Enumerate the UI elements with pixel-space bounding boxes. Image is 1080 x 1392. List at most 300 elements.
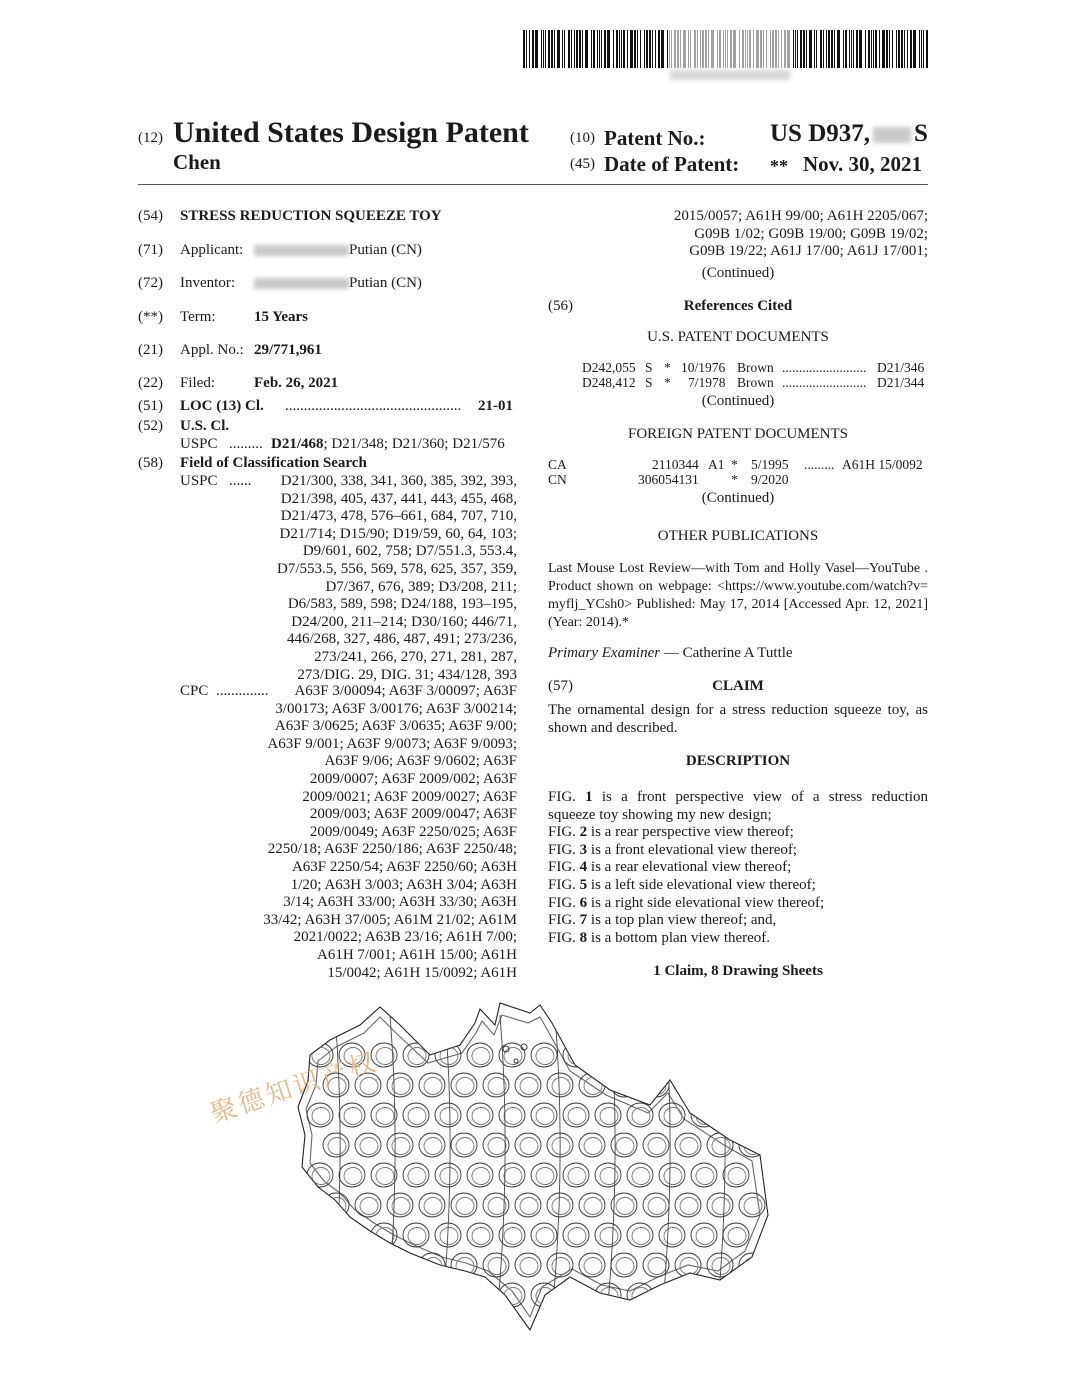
field-line: D9/601, 602, 758; D7/551.3, 553.4, xyxy=(302,543,517,560)
bubble-outer xyxy=(563,1163,589,1187)
barcode-bar xyxy=(926,30,928,68)
field-uspc-list xyxy=(200,473,517,684)
bubble-outer xyxy=(531,1103,557,1127)
barcode-bar xyxy=(834,30,835,68)
foreign-doc-dots: ......... xyxy=(804,457,835,472)
bubble-inner xyxy=(632,1228,650,1245)
barcode-bar xyxy=(727,30,728,68)
loc-value: 21-01 xyxy=(478,398,513,414)
cpc-line: A63F 3/0625; A63F 3/0635; A63F 9/00; xyxy=(274,718,517,735)
cpc-line: A63F 9/001; A63F 9/0073; A63F 9/0093; xyxy=(267,735,517,752)
description-line: FIG. 3 is a front elevational view thereof; xyxy=(548,841,798,858)
barcode-bar xyxy=(749,30,751,68)
cpc-line: 2009/003; A63F 2009/0047; A63F xyxy=(309,806,517,823)
patent-number-blurred xyxy=(873,127,911,143)
bubble-inner xyxy=(712,1198,730,1215)
bubble-outer xyxy=(659,1223,685,1247)
barcode-bar xyxy=(719,30,721,68)
bubble-outer xyxy=(547,1253,573,1277)
bubble-outer xyxy=(419,1073,445,1097)
barcode-bar xyxy=(640,30,641,68)
term-value: 15 Years xyxy=(254,309,309,325)
field-line: D7/553.5, 556, 569, 578, 625, 357, 359, xyxy=(277,560,517,577)
barcode-bar xyxy=(889,30,890,68)
bubble-inner xyxy=(344,1288,362,1305)
cpc-line: 1/20; A63H 3/003; A63H 3/04; A63H xyxy=(290,876,517,893)
barcode-bar xyxy=(690,30,691,68)
other-pub-title: OTHER PUBLICATIONS xyxy=(657,528,819,544)
bubble-outer xyxy=(643,1073,669,1097)
bubble-outer xyxy=(739,1193,765,1217)
patent-title: STRESS REDUCTION SQUEEZE TOY xyxy=(180,208,442,224)
bubble-inner xyxy=(392,1258,410,1275)
bubble-inner xyxy=(408,1288,426,1305)
bubble-inner xyxy=(536,1228,554,1245)
cpc-label: CPC xyxy=(180,683,209,699)
bubble-outer xyxy=(707,1073,733,1097)
bubble-outer xyxy=(531,1223,557,1247)
bubble-inner xyxy=(712,1078,730,1095)
inventor-code: (72) xyxy=(138,275,163,291)
bubble-outer xyxy=(515,1193,541,1217)
uspc-dots: ......... xyxy=(229,436,263,452)
barcode-bar xyxy=(613,30,614,68)
bubble-outer xyxy=(643,1193,669,1217)
bubble-outer xyxy=(611,1073,637,1097)
applicant-code: (71) xyxy=(138,242,163,258)
cpc-line: A61H 7/001; A61H 15/00; A61H xyxy=(316,946,517,963)
bubble-outer xyxy=(435,1283,461,1307)
bubble-outer xyxy=(499,1283,525,1307)
bubble-outer xyxy=(339,1163,365,1187)
bubble-outer xyxy=(371,1163,397,1187)
barcode-bar xyxy=(837,30,840,68)
cpc-line: 3/14; A63H 33/00; A63H 33/30; A63H xyxy=(283,894,517,911)
bubble-inner xyxy=(584,1198,602,1215)
foreign-doc-number: 2110344 xyxy=(652,457,699,472)
bat-rib-line xyxy=(606,1015,615,1325)
bat-rib-line xyxy=(661,1015,670,1325)
description-list xyxy=(548,789,928,947)
bubble-outer xyxy=(611,1193,637,1217)
barcode-bar xyxy=(923,30,924,68)
barcode-bar xyxy=(529,30,530,68)
barcode-bar xyxy=(853,30,854,68)
bubble-inner xyxy=(312,1108,330,1125)
barcode-bar xyxy=(604,30,606,68)
bubble-outer xyxy=(547,1193,573,1217)
barcode-bar xyxy=(921,30,922,68)
bubble-inner xyxy=(472,1228,490,1245)
appl-value: 29/771,961 xyxy=(254,342,322,358)
field-line: 273/241, 266, 270, 271, 281, 287, xyxy=(314,648,517,665)
bubble-inner xyxy=(728,1288,746,1305)
barcode-bar xyxy=(644,30,645,68)
bubble-inner xyxy=(408,1048,426,1065)
bubble-outer xyxy=(419,1193,445,1217)
filed-code: (22) xyxy=(138,375,163,391)
bubble-outer xyxy=(499,1103,525,1127)
barcode-bar xyxy=(582,30,583,68)
barcode-bar xyxy=(787,30,790,68)
bubble-outer xyxy=(659,1163,685,1187)
barcode-bar xyxy=(655,30,656,68)
bubble-inner xyxy=(376,1288,394,1305)
barcode-bar xyxy=(601,30,602,68)
uspc-label: USPC xyxy=(180,436,218,452)
barcode-bar xyxy=(702,30,704,68)
field-line: 446/268, 327, 486, 487, 491; 273/236, xyxy=(286,631,517,648)
bubble-outer xyxy=(403,1103,429,1127)
bubble-outer xyxy=(723,1283,749,1307)
foreign-doc-country: CA xyxy=(548,457,567,472)
bubble-outer xyxy=(355,1133,381,1157)
bubble-inner xyxy=(616,1198,634,1215)
bubble-outer xyxy=(627,1223,653,1247)
description-line: FIG. 4 is a rear elevational view thereof; xyxy=(548,859,792,876)
barcode-bar xyxy=(571,30,572,68)
bubble-outer xyxy=(563,1283,589,1307)
us-doc-date: 7/1978 xyxy=(688,375,726,390)
title-code: (54) xyxy=(138,208,163,224)
barcode-bar xyxy=(800,30,802,68)
barcode-bar xyxy=(543,30,544,68)
bubble-inner xyxy=(472,1168,490,1185)
bubble-outer xyxy=(595,1103,621,1127)
bubble-inner xyxy=(472,1048,490,1065)
continued-note-2: (Continued) xyxy=(701,393,775,409)
bubble-inner xyxy=(552,1198,570,1215)
barcode-bar xyxy=(627,30,628,68)
barcode-bar xyxy=(708,30,709,68)
barcode-bar xyxy=(697,30,698,68)
inventor-label: Inventor: xyxy=(180,275,235,291)
barcode-bar xyxy=(671,30,672,68)
description-line: FIG. 1 is a front perspective view of a stress reduction xyxy=(548,789,928,805)
bubble-inner xyxy=(728,1048,746,1065)
bubble-inner xyxy=(744,1258,762,1275)
barcode-bar xyxy=(845,30,847,68)
barcode-bar xyxy=(532,30,534,68)
barcode-bar xyxy=(753,30,754,68)
cpc-continued-list xyxy=(548,208,928,261)
bubble-outer xyxy=(419,1133,445,1157)
bat-rib-line xyxy=(386,1015,395,1325)
bubble-outer xyxy=(691,1103,717,1127)
bubble-inner xyxy=(488,1138,506,1155)
cpc-continued-line: G09B 1/02; G09B 19/00; G09B 19/02; xyxy=(694,225,928,242)
bubble-outer xyxy=(723,1163,749,1187)
bubble-inner xyxy=(616,1258,634,1275)
barcode-bar xyxy=(669,30,670,68)
bubble-inner xyxy=(376,1108,394,1125)
bubble-outer xyxy=(483,1253,509,1277)
barcode-bar xyxy=(747,30,748,68)
description-line: FIG. 7 is a top plan view thereof; and, xyxy=(548,912,777,929)
barcode-bar xyxy=(649,30,651,68)
bubble-outer xyxy=(323,1193,349,1217)
cpc-line: 2021/0022; A63B 23/16; A61H 7/00; xyxy=(293,929,517,946)
cpc-line: 2009/0021; A63F 2009/0027; A63F xyxy=(302,788,517,805)
bubble-outer xyxy=(371,1283,397,1307)
barcode-bar xyxy=(630,30,633,68)
foreign-doc-class: A61H 15/0092 xyxy=(842,457,923,472)
barcode-bar xyxy=(797,30,798,68)
barcode-bar xyxy=(775,30,777,68)
bubble-inner xyxy=(360,1258,378,1275)
barcode-bar xyxy=(868,30,870,68)
bubble-inner xyxy=(328,1198,346,1215)
bubble-outer xyxy=(451,1193,477,1217)
bubble-inner xyxy=(552,1138,570,1155)
barcode-bar xyxy=(856,30,858,68)
bubble-outer xyxy=(547,1073,573,1097)
bubble-outer xyxy=(659,1283,685,1307)
cpc-dots: .............. xyxy=(216,683,269,699)
bubble-outer xyxy=(707,1193,733,1217)
barcode-bar xyxy=(526,30,527,68)
bubble-inner xyxy=(360,1138,378,1155)
bubble-outer xyxy=(403,1223,429,1247)
description-line: FIG. 2 is a rear perspective view thereof; xyxy=(548,824,794,841)
bubble-outer xyxy=(595,1163,621,1187)
bubble-outer xyxy=(515,1133,541,1157)
us-doc-class: D21/344 xyxy=(877,375,925,390)
header-code-12: (12) xyxy=(138,130,163,146)
bubble-outer xyxy=(579,1253,605,1277)
barcode-bar xyxy=(658,30,660,68)
filed-value: Feb. 26, 2021 xyxy=(254,375,339,391)
bubble-outer xyxy=(451,1073,477,1097)
barcode-bar xyxy=(564,30,565,68)
bubble-outer xyxy=(739,1133,765,1157)
barcode-bar xyxy=(806,30,807,68)
inventor-value: Putian (CN) xyxy=(254,275,422,293)
barcode-bar xyxy=(616,30,618,68)
barcode-bar xyxy=(849,30,850,68)
date-label: Date of Patent: xyxy=(604,152,740,176)
barcode-bar xyxy=(882,30,885,68)
bubble-outer xyxy=(339,1283,365,1307)
cpc-line: 15/0042; A61H 15/0092; A61H xyxy=(327,964,517,981)
bubble-outer xyxy=(531,1043,557,1067)
barcode-bar xyxy=(607,30,610,68)
loc-dots: ............................................... xyxy=(285,398,462,414)
barcode-bar xyxy=(723,30,724,68)
bubble-outer xyxy=(691,1163,717,1187)
description-line: FIG. 6 is a right side elevational view thereof; xyxy=(548,894,825,911)
bubble-outer xyxy=(387,1193,413,1217)
us-doc-row: D248,412 xyxy=(582,375,636,390)
bubble-inner xyxy=(472,1288,490,1305)
barcode-bar xyxy=(879,30,880,68)
bubble-inner xyxy=(616,1138,634,1155)
bubble-outer xyxy=(387,1133,413,1157)
field-line: D21/714; D15/90; D19/59, 60, 64, 103; xyxy=(279,525,517,542)
bubble-outer xyxy=(467,1043,493,1067)
barcode-bar xyxy=(760,30,762,68)
term-code: (**) xyxy=(138,309,163,325)
barcode-bar xyxy=(621,30,622,68)
barcode-bar xyxy=(576,30,578,68)
barcode-bar xyxy=(694,30,696,68)
bubble-inner xyxy=(424,1198,442,1215)
barcode-bar xyxy=(910,30,912,68)
bubble-inner xyxy=(312,1228,330,1245)
bubble-inner xyxy=(520,1078,538,1095)
barcode-bar xyxy=(637,30,638,68)
us-doc-class: D21/346 xyxy=(877,360,925,375)
date-of-patent: Nov. 30, 2021 xyxy=(803,152,923,176)
cpc-line: A63F 9/06; A63F 9/0602; A63F xyxy=(324,753,517,770)
field-line: D21/300, 338, 341, 360, 385, 392, 393, xyxy=(280,473,517,489)
foreign-doc-country: CN xyxy=(548,472,567,487)
bubble-inner xyxy=(616,1078,634,1095)
bubble-outer xyxy=(323,1133,349,1157)
barcode-bar xyxy=(742,30,744,68)
bubble-inner xyxy=(456,1258,474,1275)
claim-text: The ornamental design for a stress reduction squeeze toy, as shown and described. xyxy=(548,702,928,736)
barcode-bar xyxy=(585,30,588,68)
bubble-outer xyxy=(339,1103,365,1127)
bubble-outer xyxy=(387,1253,413,1277)
bubble-inner xyxy=(728,1108,746,1125)
bubble-inner xyxy=(696,1048,714,1065)
bubble-outer xyxy=(691,1043,717,1067)
appl-label: Appl. No.: xyxy=(180,342,244,358)
bubble-inner xyxy=(376,1168,394,1185)
barcode-bar xyxy=(756,30,759,68)
other-pub-text: Last Mouse Lost Review—with Tom and Holly Vasel—YouTube . Product shown on webpage: <https://www.youtube.com/watch?v= myflj_YCsh0> Published: May 17, 2014 [Accessed Apr. 12, 2021] (Year: 2014).* xyxy=(548,561,928,630)
bubble-inner xyxy=(328,1138,346,1155)
bubble-outer xyxy=(307,1283,333,1307)
field-line: D21/473, 478, 576–661, 684, 707, 710, xyxy=(280,508,517,525)
bubble-outer xyxy=(467,1163,493,1187)
barcode-bar xyxy=(705,30,707,68)
barcode-bar xyxy=(711,30,714,68)
bubble-outer xyxy=(403,1163,429,1187)
bubble-inner xyxy=(648,1078,666,1095)
claims-sheets-count: 1 Claim, 8 Drawing Sheets xyxy=(653,963,823,979)
uspc-classes: D21/468; D21/348; D21/360; D21/576 xyxy=(271,436,505,452)
bubble-inner xyxy=(696,1288,714,1305)
bubble-outer xyxy=(355,1253,381,1277)
bubble-inner xyxy=(488,1078,506,1095)
barcode-bar xyxy=(873,30,874,68)
foreign-doc-date: 5/1995 xyxy=(751,457,789,472)
bat-nose xyxy=(514,1059,518,1063)
cpc-line: 3/00173; A63F 3/00176; A63F 3/00214; xyxy=(275,700,517,717)
bubble-inner xyxy=(440,1168,458,1185)
barcode-bar xyxy=(599,30,600,68)
barcode-bar xyxy=(623,30,625,68)
cpc-list xyxy=(200,683,517,982)
bubble-inner xyxy=(664,1288,682,1305)
bubble-outer xyxy=(579,1133,605,1157)
barcode-bar xyxy=(778,30,779,68)
cpc-line: A63F 3/00094; A63F 3/00097; A63F xyxy=(294,683,517,699)
us-doc-kind: S xyxy=(645,375,653,390)
bubble-inner xyxy=(680,1198,698,1215)
barcode-bar xyxy=(875,30,877,68)
bubble-inner xyxy=(536,1168,554,1185)
header-code-45: (45) xyxy=(570,156,595,172)
us-doc-date: 10/1976 xyxy=(681,360,726,375)
bubble-inner xyxy=(344,1108,362,1125)
barcode xyxy=(523,30,929,68)
bubble-inner xyxy=(504,1228,522,1245)
barcode-bar xyxy=(898,30,900,68)
bubble-outer xyxy=(435,1163,461,1187)
term-label: Term: xyxy=(180,309,216,325)
watermark-text: 聚德知识产权 xyxy=(206,1046,382,1130)
bubble-outer xyxy=(403,1283,429,1307)
bubble-outer xyxy=(531,1283,557,1307)
bubble-inner xyxy=(456,1078,474,1095)
barcode-bar xyxy=(859,30,862,68)
claim-code: (57) xyxy=(548,678,573,694)
bubble-inner xyxy=(440,1288,458,1305)
bubble-inner xyxy=(376,1048,394,1065)
barcode-bar xyxy=(661,30,664,68)
barcode-bar xyxy=(562,30,563,68)
barcode-bar xyxy=(593,30,595,68)
bubble-inner xyxy=(696,1228,714,1245)
barcode-bar xyxy=(739,30,740,68)
bubble-inner xyxy=(344,1228,362,1245)
foreign-doc-number: 306054131 xyxy=(638,472,699,487)
bubble-inner xyxy=(504,1168,522,1185)
barcode-bar xyxy=(674,30,676,68)
bubble-inner xyxy=(568,1288,586,1305)
us-doc-star: * xyxy=(664,360,671,375)
barcode-bar xyxy=(597,30,598,68)
barcode-bar xyxy=(680,30,681,68)
bubble-outer xyxy=(675,1133,701,1157)
bubble-inner xyxy=(344,1168,362,1185)
barcode-bar xyxy=(843,30,844,68)
bubble-inner xyxy=(552,1258,570,1275)
bubble-inner xyxy=(664,1168,682,1185)
continued-note-1: (Continued) xyxy=(701,265,775,281)
bubble-inner xyxy=(712,1138,730,1155)
barcode-bar xyxy=(772,30,774,68)
field-line: D7/367, 676, 389; D3/208, 211; xyxy=(325,578,517,595)
barcode-bar xyxy=(851,30,852,68)
cpc-line: A63F 2250/54; A63F 2250/60; A63H xyxy=(291,858,517,875)
bubble-inner xyxy=(440,1108,458,1125)
bubble-inner xyxy=(536,1108,554,1125)
cpc-line: 33/42; A63H 37/005; A61M 21/02; A61M xyxy=(263,911,517,928)
cpc-continued-line: G09B 19/22; A61J 17/00; A61J 17/001; xyxy=(689,243,928,260)
barcode-bar xyxy=(901,30,903,68)
applicant-name-blurred xyxy=(254,245,349,256)
patent-type-title: United States Design Patent xyxy=(173,116,529,149)
barcode-bar xyxy=(700,30,701,68)
bubble-outer xyxy=(739,1073,765,1097)
bubble-outer xyxy=(307,1223,333,1247)
bubble-inner xyxy=(440,1228,458,1245)
bubble-inner xyxy=(600,1048,618,1065)
bubble-inner xyxy=(424,1138,442,1155)
barcode-bar xyxy=(865,30,866,68)
us-doc-star: * xyxy=(664,375,671,390)
barcode-bar xyxy=(886,30,888,68)
bubble-inner xyxy=(408,1108,426,1125)
barcode-bar xyxy=(733,30,736,68)
bubble-inner xyxy=(440,1048,458,1065)
bubble-inner xyxy=(680,1078,698,1095)
